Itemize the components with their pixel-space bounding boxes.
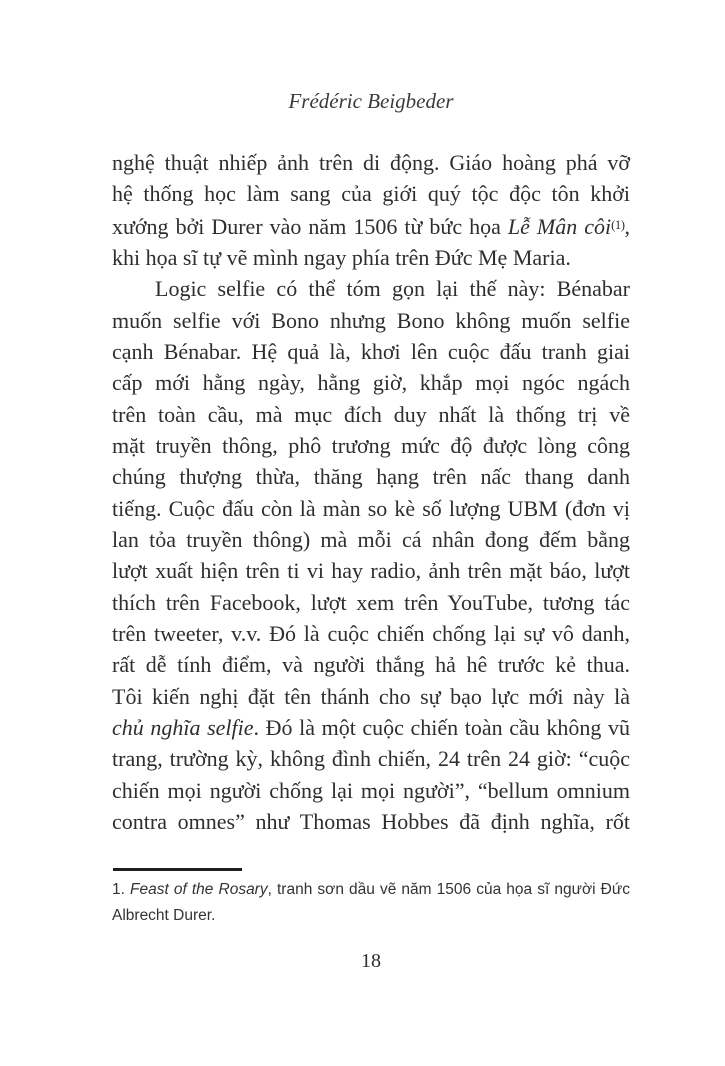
body-line-segment: tiếng. Cuộc đấu còn là màn so kè số lượng UBM (đơn vị [112,495,630,521]
body-line-segment: xướng bởi Durer vào năm 1506 từ bức họa [112,213,508,239]
body-line [112,524,630,555]
body-line-segment: (1) [611,217,625,232]
body-line-segment: . Đó là một cuộc chiến toàn cầu không vũ [253,715,630,741]
footnote-line-segment: Albrecht Durer. [112,907,216,924]
page-number: 18 [361,950,381,972]
body-line [112,210,630,242]
body-line-segment: trên toàn cầu, mà mục đích duy nhất là thống trị về [112,401,630,427]
body-line-segment: Tôi kiến nghị đặt tên thánh cho sự bạo lực mới này là [112,683,630,709]
footnote-line [112,877,630,903]
body-line-segment: Logic selfie có thể tóm gọn lại thế này: Bénabar [155,276,630,302]
body-line-segment: contra omnes” như Thomas Hobbes đã định nghĩa, rốt [112,809,630,835]
body-line-segment: muốn selfie với Bono nhưng Bono không muốn selfie [112,307,630,333]
body-line-segment: , [624,213,630,239]
body-line-segment: cấp mới hằng ngày, hằng giờ, khắp mọi ngóc ngách [112,370,630,396]
footnote-line-segment: 1. [112,881,131,898]
body-line [112,430,630,461]
body-line-segment: mặt truyền thông, phô trương mức độ được lòng công [112,432,630,458]
body-line-segment: cạnh Bénabar. Hệ quả là, khơi lên cuộc đấu tranh giai [112,338,630,364]
body-line [112,461,630,492]
footnote-line [112,903,630,929]
body-line-segment: hệ thống học làm sang của giới quý tộc độc tôn khởi [112,181,630,207]
body-line [112,178,630,209]
body-line [112,587,630,618]
body-line-segment: Lễ Mân côi [507,213,612,239]
body-line-segment: chúng thượng thừa, thăng hạng trên nấc thang danh [112,464,630,490]
body-line [112,493,630,524]
body-line [112,743,630,774]
body-line [112,367,630,398]
body-line-segment: thích trên Facebook, lượt xem trên YouTube, tương tác [112,589,630,615]
body-line-segment: lượt xuất hiện trên ti vi hay radio, ảnh trên mặt báo, lượt [112,558,630,584]
body-text [112,147,630,837]
body-line [112,399,630,430]
body-line-segment: chủ nghĩa selfie [112,715,254,741]
body-line [112,618,630,649]
running-header: Frédéric Beigbeder [288,89,454,113]
body-line-segment: trang, trường kỳ, không đình chiến, 24 trên 24 giờ: “cuộc [112,746,630,772]
body-line [112,712,630,743]
footnote [112,877,630,929]
body-line-segment: lan tỏa truyền thông) mà mỗi cá nhân đong đếm bằng [112,526,630,552]
body-line-segment: khi họa sĩ tự vẽ mình ngay phía trên Đức Mẹ Maria. [112,244,571,270]
footnote-line-segment: Feast of the Rosary [130,881,268,898]
body-line [112,242,630,273]
body-line [112,305,630,336]
body-line [112,273,630,304]
body-line [112,336,630,367]
footnote-separator-rule [113,868,242,871]
body-line-segment: rất dễ tính điểm, và người thắng hả hê trước kẻ thua. [112,652,630,678]
body-line [112,806,630,837]
body-line-segment: chiến mọi người chống lại mọi người”, “bellum omnium [112,777,630,803]
body-line [112,775,630,806]
body-line [112,649,630,680]
body-line [112,147,630,178]
body-line [112,555,630,586]
body-line-segment: nghệ thuật nhiếp ảnh trên di động. Giáo hoàng phá vỡ [112,150,630,175]
body-line-segment: trên tweeter, v.v. Đó là cuộc chiến chống lại sự vô danh, [112,621,630,646]
footnote-line-segment: , tranh sơn dầu vẽ năm 1506 của họa sĩ người Đức [267,881,631,898]
body-line [112,681,630,712]
